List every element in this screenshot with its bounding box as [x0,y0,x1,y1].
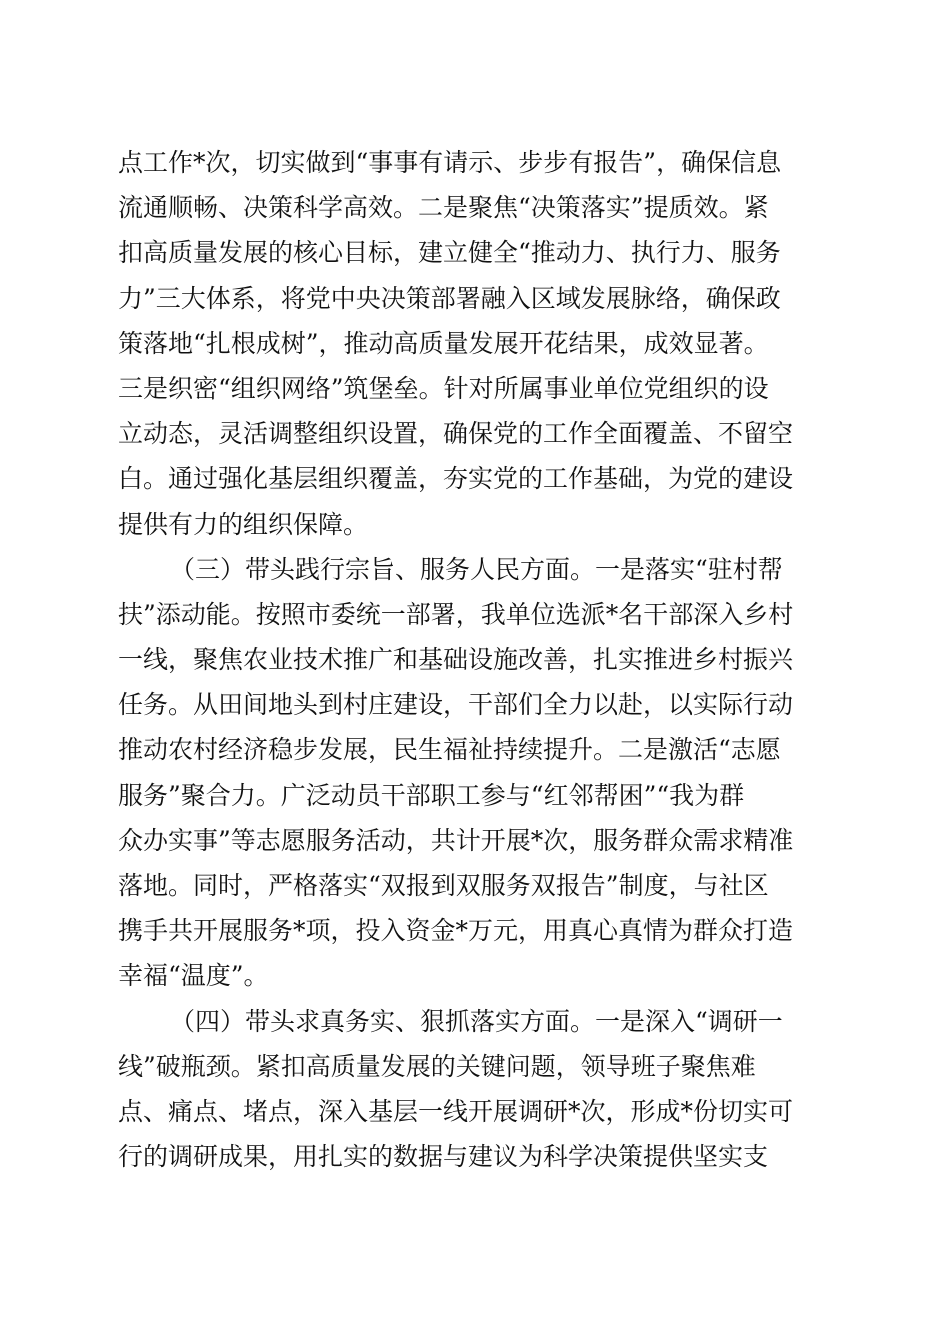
text-line: 落地。同时，严格落实“双报到双服务双报告”制度，与社区 [118,871,769,900]
section-heading-line: （三）带头践行宗旨、服务人民方面。一是落实“驻村帮 [170,554,783,584]
text-line: 提供有力的组织保障。 [118,509,369,539]
text-line: 扣高质量发展的核心目标，建立健全“推动力、执行力、服务 [118,238,781,268]
text-line: 幸福“温度”。 [118,961,269,991]
text-line: 流通顺畅、决策科学高效。二是聚焦“决策落实”提质效。紧 [118,193,769,223]
text-line: 推动农村经济稳步发展，民生福祉持续提升。二是激活“志愿 [118,735,781,765]
section-heading-line: （四）带头求真务实、狠抓落实方面。一是深入“调研一 [170,1006,783,1036]
text-line: 携手共开展服务*项，投入资金*万元，用真心真情为群众打造 [118,916,794,946]
text-line: 点、痛点、堵点，深入基层一线开展调研*次，形成*份切实可 [118,1096,794,1126]
text-line: 任务。从田间地头到村庄建设，干部们全力以赴，以实际行动 [118,690,794,720]
text-line: 行的调研成果，用扎实的数据与建议为科学决策提供坚实支 [118,1142,769,1172]
text-line: 扶”添动能。按照市委统一部署，我单位选派*名干部深入乡村 [118,599,794,629]
text-line: 众办实事”等志愿服务活动，共计开展*次，服务群众需求精准 [118,825,794,855]
text-line: 线”破瓶颈。紧扣高质量发展的关键问题，领导班子聚焦难 [118,1051,756,1081]
text-line: 白。通过强化基层组织覆盖，夯实党的工作基础，为党的建设 [118,464,794,494]
text-line: 点工作*次，切实做到“事事有请示、步步有报告”，确保信息 [118,148,782,177]
text-line: 立动态，灵活调整组织设置，确保党的工作全面覆盖、不留空 [118,419,794,449]
text-line: 力”三大体系，将党中央决策部署融入区域发展脉络，确保政 [118,283,781,313]
text-line: 一线，聚焦农业技术推广和基础设施改善，扎实推进乡村振兴 [118,645,794,675]
text-line: 三是织密“组织网络”筑堡垒。针对所属事业单位党组织的设 [118,373,769,403]
text-line: 服务”聚合力。广泛动员干部职工参与“红邻帮困”“我为群 [118,780,745,810]
text-line: 策落地“扎根成树”，推动高质量发展开花结果，成效显著。 [118,328,769,358]
body-text [118,140,838,1179]
